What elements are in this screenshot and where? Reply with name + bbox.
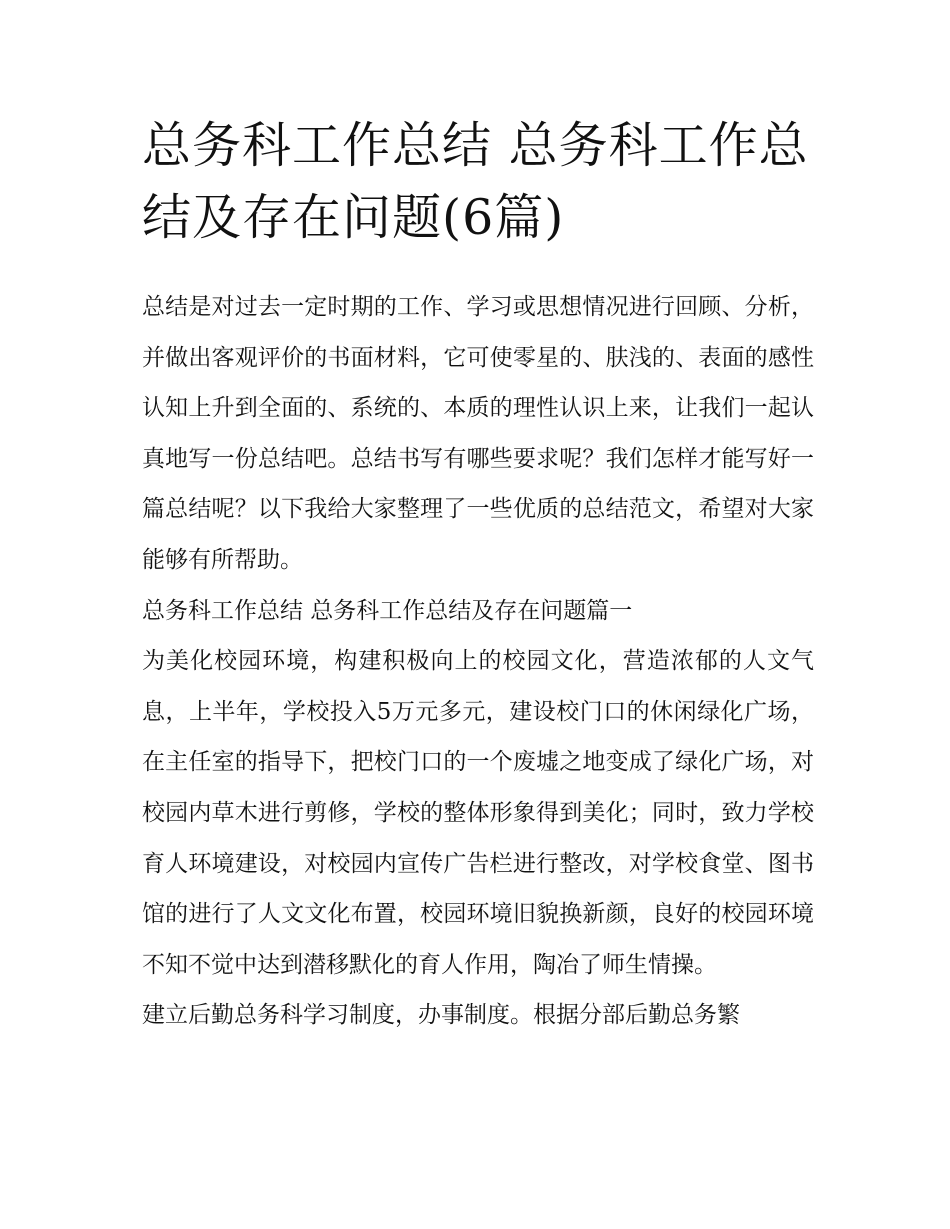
intro-paragraph: 总结是对过去一定时期的工作、学习或思想情况进行回顾、分析，并做出客观评价的书面材料，它可使零星的、肤浅的、表面的感性认知上升到全面的、系统的、本质的理性认识上来，让我们一起认真地写一份总结吧。总结书写有哪些要求呢？我们怎样才能写好一篇总结呢？以下我给大家整理了一些优质的总结范文，希望对大家能够有所帮助。 (142, 294, 814, 573)
body-paragraph-2: 建立后勤总务科学习制度，办事制度。根据分部后勤总务繁 (142, 1002, 740, 1029)
section-heading: 总务科工作总结 总务科工作总结及存在问题篇一 (142, 597, 633, 624)
document-title: 总务科工作总结 总务科工作总结及存在问题(6篇) (142, 117, 809, 246)
body-paragraph-1: 为美化校园环境，构建积极向上的校园文化，营造浓郁的人文气息，上半年，学校投入5万元多元，建设校门口的休闲绿化广场，在主任室的指导下，把校门口的一个废墟之地变成了绿化广场，对校园内草木进行剪修，学校的整体形象得到美化；同时，致力学校育人环境建设，对校园内宣传广告栏进行整改，对学校食堂、图书馆的进行了人文文化布置，校园环境旧貌换新颜，良好的校园环境不知不觉中达到潜移默化的育人作用，陶冶了师生情操。 (142, 648, 814, 978)
document-page (142, 110, 814, 1041)
